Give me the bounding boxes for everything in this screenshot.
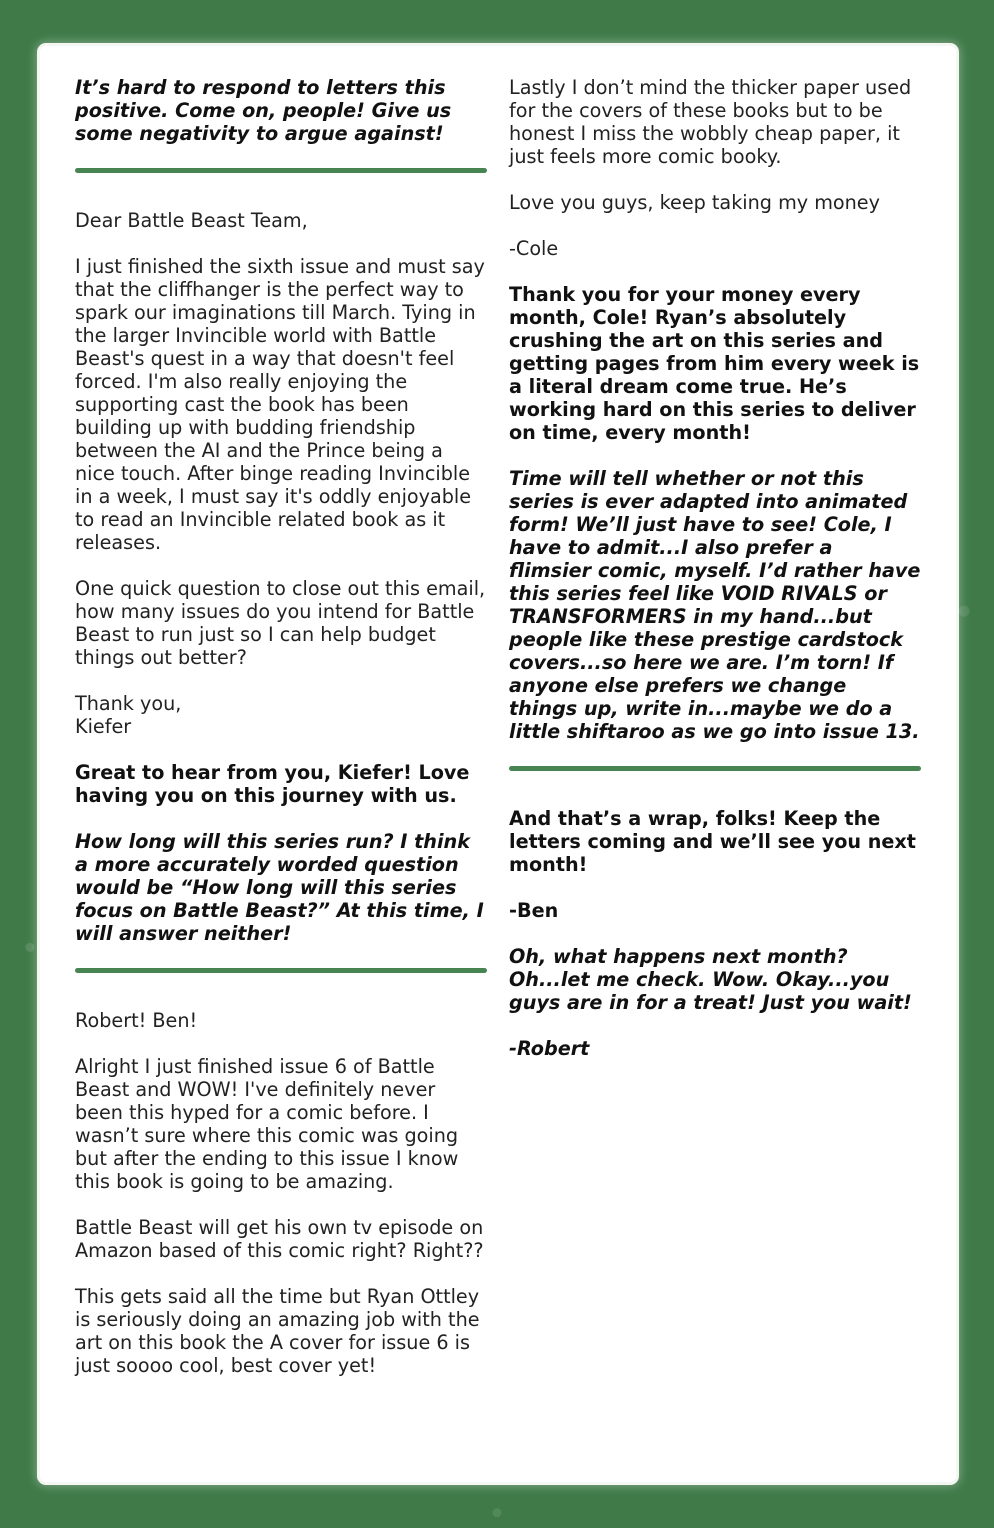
letter1-paragraph-1: I just finished the sixth issue and must say that the cliffhanger is the perfect way to spark our imaginations till March. Tying in the larger Invincible world with Battle Beast's quest in a way that doesn't feel forced. I'm also really enjoying the supporting cast the book has been building up with budding friendship between the AI and the Prince being a nice touch. After binge reading Invincible in a week, I must say it's oddly enjoyable to read an Invincible related book as it releases. [75, 255, 485, 554]
letters-page [40, 46, 956, 1482]
divider-2 [75, 968, 487, 973]
letter2-paragraph-3: This gets said all the time but Ryan Ottley is seriously doing an amazing job with the art on this book the A cover for issue 6 is just soooo cool, best cover yet! [75, 1285, 480, 1377]
closing-signature-robert: -Robert [509, 1037, 590, 1060]
letter2-paragraph-2: Battle Beast will get his own tv episode on Amazon based of this comic right? Right?? [75, 1216, 484, 1262]
intro-reply: It’s hard to respond to letters this positive. Come on, people! Give us some negativity to argue against! [75, 76, 452, 145]
closing-signature-ben: -Ben [509, 899, 559, 922]
letter2-paragraph-5: Love you guys, keep taking my money [509, 191, 880, 214]
letter1-signoff: Thank you, Kiefer [75, 692, 182, 738]
closing-paragraph: And that’s a wrap, folks! Keep the letters coming and we’ll see you next month! [509, 807, 916, 876]
closing-paragraph-2: Oh, what happens next month? Oh...let me check. Wow. Okay...you guys are in for a treat! Just you wait! [509, 945, 912, 1014]
right-column [509, 76, 921, 1083]
divider-3 [509, 766, 921, 771]
letter2-salutation: Robert! Ben! [75, 1009, 198, 1032]
letter2-reply-2: Time will tell whether or not this series is ever adapted into animated form! We’ll just have to see! Cole, I have to admit...I also prefer a flimsier comic, myself. I’d rather have this series feel like VOID RIVALS or TRANSFORMERS in my hand...but people like these prestige cardstock covers...so here we are. I’m torn! If anyone else prefers we change things up, write in...maybe we do a little shiftaroo as we go into issue 13. [509, 467, 921, 743]
letter1-salutation: Dear Battle Beast Team, [75, 209, 308, 232]
letter2-signoff: -Cole [509, 237, 559, 260]
divider-1 [75, 168, 487, 173]
letter1-reply-2: How long will this series run? I think a more accurately worded question would be “How long will this series focus on Battle Beast?” At this time, I will answer neither! [75, 830, 484, 945]
letter2-paragraph-4: Lastly I don’t mind the thicker paper used for the covers of these books but to be honest I miss the wobbly cheap paper, it just feels more comic booky. [509, 76, 912, 168]
letter1-reply-1: Great to hear from you, Kiefer! Love having you on this journey with us. [75, 761, 470, 807]
left-column [75, 76, 487, 1400]
letter1-paragraph-2: One quick question to close out this email, how many issues do you intend for Battle Beast to run just so I can help budget things out better? [75, 577, 486, 669]
letter2-reply-1: Thank you for your money every month, Cole! Ryan’s absolutely crushing the art on this series and getting pages from him every week is a literal dream come true. He’s working hard on this series to deliver on time, every month! [509, 283, 920, 444]
letter2-paragraph-1: Alright I just finished issue 6 of Battle Beast and WOW! I've definitely never been this hyped for a comic before. I wasn’t sure where this comic was going but after the ending to this issue I know this book is going to be amazing. [75, 1055, 459, 1193]
